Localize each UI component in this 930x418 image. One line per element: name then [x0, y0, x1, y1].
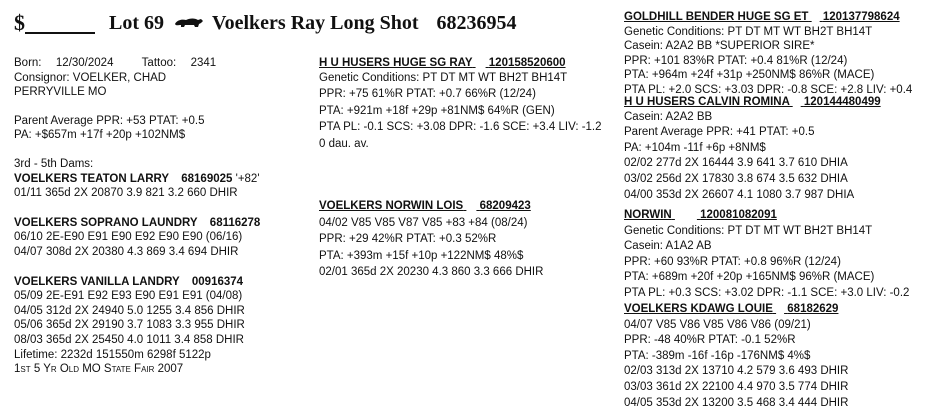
ss-name: GOLDHILL BENDER HUGE SG ET	[624, 11, 809, 23]
ds-ppr: PPR: +60 93%R PTAT: +0.8 96%R (12/24)	[624, 255, 841, 268]
sd-record-3: 04/00 353d 2X 26607 4.1 1080 3.7 987 DHIA	[624, 188, 855, 201]
cow-silhouette-icon	[174, 15, 204, 31]
sire-name: H U HUSERS HUGE SG RAY	[319, 57, 473, 69]
ss-reg: 120137798624	[822, 11, 900, 23]
dam3-classification: 05/09 2E-E91 E92 E93 E90 E91 E91 (04/08)	[14, 290, 243, 303]
sire-block	[319, 56, 602, 152]
ss-ppr: PPR: +101 83%R PTAT: +0.4 81%R (12/24)	[624, 54, 848, 67]
parent-average: Parent Average PPR: +53 PTAT: +0.5	[14, 114, 205, 127]
ds-title	[624, 208, 909, 223]
sd-record-2: 03/02 256d 2X 17830 3.8 674 3.5 632 DHIA	[624, 172, 848, 185]
dam3-award: 1st 5 Yr Old MO State Fair 2007	[14, 363, 184, 376]
dam3-reg: 00916374	[191, 275, 244, 288]
dam3-record-2: 05/06 365d 2X 29190 3.7 1083 3.3 955 DHIR	[14, 319, 245, 332]
dam-ppr: PPR: +29 42%R PTAT: +0.3 52%R	[319, 233, 497, 246]
dd-record-1: 02/03 313d 2X 13710 4.2 579 3.6 493 DHIR	[624, 365, 849, 378]
dam3-name: VOELKERS VANILLA LANDRY	[14, 275, 180, 288]
sire-genetic-conditions: Genetic Conditions: PT DT MT WT BH2T BH14T	[319, 71, 568, 84]
dam2-record: 04/07 308d 2X 20380 4.3 869 3.4 694 DHIR	[14, 245, 239, 258]
sire-of-dam-block	[624, 208, 909, 301]
sd-casein: Casein: A2A2 BB	[624, 110, 713, 123]
animal-name: Voelkers Ray Long Shot	[212, 11, 419, 34]
ss-pta-pl: PTA PL: +2.0 SCS: +3.03 DPR: -0.8 SCE: +2.8 LIV: +0.4	[624, 83, 913, 96]
dam3-title	[14, 275, 260, 290]
consignor: Consignor: VOELKER, CHAD	[14, 71, 167, 84]
dams-label: 3rd - 5th Dams:	[14, 157, 94, 170]
sd-pa: PA: +104m -11f +6p +8NM$	[624, 141, 766, 154]
dam-of-sire-block	[624, 95, 881, 202]
lot-header	[14, 8, 517, 38]
lot-number: Lot 69	[109, 11, 164, 34]
ds-name: NORWIN	[624, 209, 672, 221]
ss-pta: PTA: +964m +24f +31p +250NM$ 86%R (MACE)	[624, 69, 875, 82]
ds-reg: 120081082091	[700, 209, 777, 221]
dam-of-dam-block	[624, 302, 848, 410]
dam-classification: 04/02 V85 V85 V87 V85 +83 +84 (08/24)	[319, 216, 528, 229]
dam1-score: '+82'	[235, 172, 260, 185]
dam2-name: VOELKERS SOPRANO LAUNDRY	[14, 216, 198, 229]
sd-title	[624, 95, 881, 110]
tattoo-value: 2341	[190, 57, 217, 69]
tattoo-label: Tattoo:	[141, 57, 177, 69]
animal-info	[14, 56, 260, 377]
ss-title	[624, 10, 912, 25]
price-blank	[25, 12, 95, 34]
dam1-reg: 68169025	[181, 172, 233, 185]
sire-ppr: PPR: +75 61%R PTAT: +0.7 66%R (12/24)	[319, 88, 536, 101]
sd-record-1: 02/02 277d 2X 16444 3.9 641 3.7 610 DHIA	[624, 157, 848, 170]
born-tattoo-line	[14, 56, 260, 71]
ds-pta: PTA: +689m +20f +20p +165NM$ 96%R (MACE)	[624, 271, 875, 284]
sd-reg: 120144480499	[803, 96, 881, 108]
dd-classification: 04/07 V85 V86 V85 V86 V86 (09/21)	[624, 318, 811, 331]
sire-of-sire-block	[624, 10, 912, 98]
born-label: Born:	[14, 57, 42, 69]
dam1-name: VOELKERS TEATON LARRY	[14, 172, 169, 185]
dd-record-2: 03/03 361d 2X 22100 4.4 970 3.5 774 DHIR	[624, 380, 849, 393]
dam3-lifetime: Lifetime: 2232d 151550m 6298f 5122p	[14, 348, 211, 361]
animal-registration: 68236954	[436, 11, 517, 34]
dam-name: VOELKERS NORWIN LOIS	[319, 200, 464, 212]
dd-name: VOELKERS KDAWG LOUIE	[624, 303, 773, 315]
ds-casein: Casein: A1A2 AB	[624, 240, 712, 253]
born-date: 12/30/2024	[55, 57, 114, 69]
dam2-reg: 68116278	[209, 216, 261, 229]
dd-reg: 68182629	[787, 303, 839, 315]
sd-parent-average: Parent Average PPR: +41 PTAT: +0.5	[624, 126, 815, 139]
parent-average-pa: PA: +$657m +17f +20p +102NM$	[14, 129, 186, 142]
ss-genetic-conditions: Genetic Conditions: PT DT MT WT BH2T BH14T	[624, 25, 873, 38]
dd-pta: PTA: -389m -16f -16p -176NM$ 4%$	[624, 349, 811, 362]
dd-ppr: PPR: -48 40%R PTAT: -0.1 52%R	[624, 334, 796, 347]
dam-block	[319, 199, 543, 280]
dam-reg: 68209423	[479, 200, 531, 212]
dam2-classification: 06/10 2E-E90 E91 E90 E92 E90 E90 (06/16)	[14, 231, 243, 244]
ds-genetic-conditions: Genetic Conditions: PT DT MT WT BH2T BH14T	[624, 224, 873, 237]
ds-pta-pl: PTA PL: +0.3 SCS: +3.02 DPR: -1.1 SCE: +3.0 LIV: -0.2	[624, 286, 910, 299]
dd-record-3: 04/05 353d 2X 13200 3.5 468 3.4 444 DHIR	[624, 396, 849, 409]
price-dollar: $	[14, 10, 25, 35]
sd-name: H U HUSERS CALVIN ROMINA	[624, 96, 790, 108]
dam3-record-3: 08/03 365d 2X 25450 4.0 1011 3.4 858 DHIR	[14, 333, 244, 346]
ss-casein: Casein: A2A2 BB *SUPERIOR SIRE*	[624, 40, 815, 53]
dam1-title	[14, 172, 260, 187]
sire-daughters: 0 dau. av.	[319, 137, 369, 150]
sire-title	[319, 56, 602, 71]
consignor-location: PERRYVILLE MO	[14, 86, 107, 99]
dam1-record: 01/11 365d 2X 20870 3.9 821 3.2 660 DHIR	[14, 187, 238, 200]
sire-reg: 120158520600	[488, 57, 566, 69]
dam-record: 02/01 365d 2X 20230 4.3 860 3.3 666 DHIR	[319, 266, 544, 279]
dam-title	[319, 199, 543, 214]
sire-pta: PTA: +921m +18f +29p +81NM$ 64%R (GEN)	[319, 104, 555, 117]
dd-title	[624, 302, 848, 317]
dam3-record-1: 04/05 312d 2X 24940 5.0 1255 3.4 856 DHIR	[14, 304, 245, 317]
sire-pta-pl: PTA PL: -0.1 SCS: +3.08 DPR: -1.6 SCE: +3.4 LIV: -1.2	[319, 121, 602, 134]
dam2-title	[14, 216, 260, 231]
dam-pta: PTA: +393m +15f +10p +122NM$ 48%$	[319, 249, 524, 262]
